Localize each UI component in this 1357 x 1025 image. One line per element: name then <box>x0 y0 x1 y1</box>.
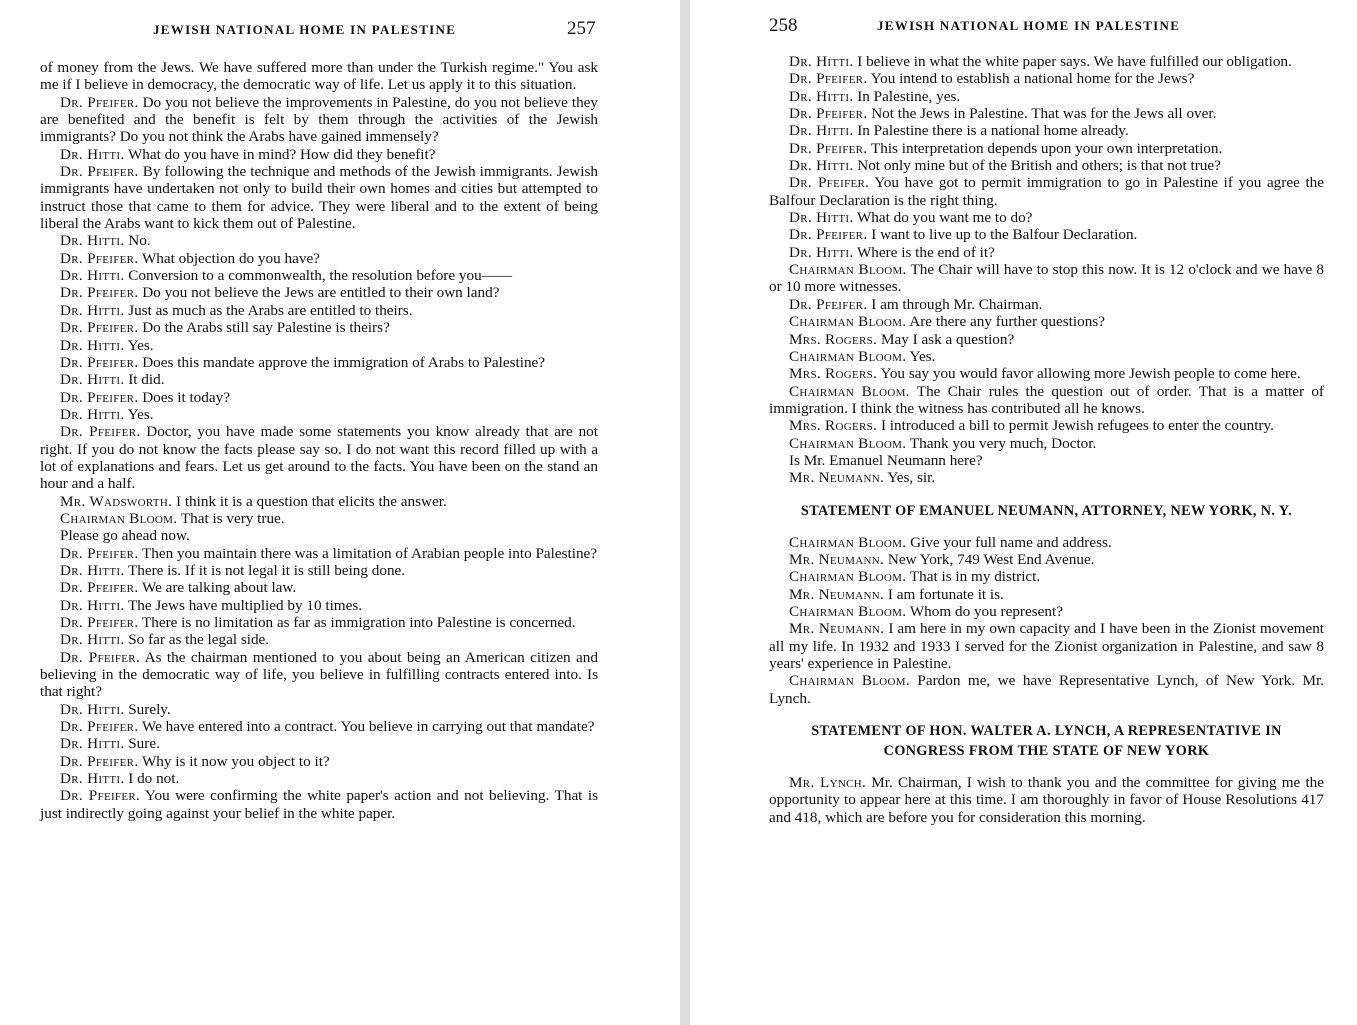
speaker-name: Dr. Pfeifer. <box>60 787 141 805</box>
speaker-name: Dr. Pfeifer. <box>60 249 139 267</box>
speaker-name: Dr. Hitti. <box>60 336 125 354</box>
testimony-paragraph <box>769 469 1324 486</box>
speaker-name: Dr. Pfeifer. <box>60 544 139 562</box>
speech-text: We are talking about law. <box>141 579 297 597</box>
speaker-name: Dr. Pfeifer. <box>60 579 139 597</box>
testimony-paragraph <box>769 296 1324 313</box>
speaker-name: Dr. Hitti. <box>60 267 125 285</box>
speaker-name: Dr. Hitti. <box>60 700 125 718</box>
testimony-paragraph <box>40 163 598 232</box>
speaker-name: Dr. Hitti. <box>789 87 854 105</box>
testimony-paragraph <box>40 146 598 163</box>
speech-text: Do the Arabs still say Palestine is theirs? <box>142 319 390 337</box>
testimony-paragraph <box>769 365 1324 382</box>
speaker-name: Mr. Neumann. <box>789 469 885 487</box>
speech-text: By following the technique and methods of the Jewish immigrants. Jewish immigrants have undertaken not only to build their own homes and cities but attempted to instruct those that came to them for advice. They were liberal and to the extent of being liberal the Arabs want to kick them out of Palestine. <box>40 163 599 233</box>
running-header-title: JEWISH NATIONAL HOME IN PALESTINE <box>877 18 1181 33</box>
speech-text: I want to live up to the Balfour Declaration. <box>871 226 1138 244</box>
testimony-paragraph <box>769 586 1324 603</box>
speaker-name: Chairman Bloom. <box>789 602 907 620</box>
speech-text: The Jews have multiplied by 10 times. <box>127 596 363 614</box>
speech-text: Why is it now you object to it? <box>141 752 330 770</box>
speech-text: Where is the end of it? <box>856 243 995 261</box>
left-page-body <box>40 59 598 822</box>
testimony-paragraph <box>769 452 1324 469</box>
speech-text: Please go ahead now. <box>60 527 190 545</box>
speech-text: Not only mine but of the British and others; is that not true? <box>857 157 1221 175</box>
speaker-name: Dr. Pfeifer. <box>789 174 870 192</box>
testimony-paragraph <box>769 174 1324 209</box>
speech-text: There is no limitation as far as immigration into Palestine is concerned. <box>141 614 576 631</box>
testimony-paragraph <box>769 140 1324 157</box>
testimony-paragraph <box>769 568 1324 585</box>
testimony-paragraph <box>40 284 598 301</box>
testimony-paragraph <box>769 88 1324 105</box>
testimony-paragraph <box>40 354 598 371</box>
speech-text: What do you want me to do? <box>856 209 1033 227</box>
speaker-name: Dr. Pfeifer. <box>60 718 139 736</box>
speaker-name: Dr. Pfeifer. <box>789 105 868 123</box>
speaker-name: Dr. Hitti. <box>789 53 854 70</box>
speaker-name: Dr. Hitti. <box>60 735 125 753</box>
testimony-paragraph <box>769 603 1324 620</box>
speech-text: of money from the Jews. We have suffered more than under the Turkish regime." You ask me if I believe in democracy, the democratic way of life. Let us apply it to this situation. <box>40 59 598 94</box>
speaker-name: Dr. Hitti. <box>789 157 854 175</box>
testimony-paragraph <box>40 735 598 752</box>
testimony-paragraph <box>40 701 598 718</box>
testimony-paragraph <box>40 545 598 562</box>
page-gutter <box>680 0 690 1025</box>
testimony-paragraph <box>769 551 1324 568</box>
speech-text: Just as much as the Arabs are entitled to theirs. <box>128 301 413 319</box>
speaker-name: Dr. Hitti. <box>60 145 125 163</box>
speech-text: What objection do you have? <box>141 249 320 267</box>
speaker-name: Dr. Pfeifer. <box>60 353 139 371</box>
speech-text: Then you maintain there was a limitation of Arabian people into Palestine? <box>141 544 598 562</box>
speech-text: Does it today? <box>142 388 230 406</box>
testimony-paragraph <box>769 226 1324 243</box>
speaker-name: Dr. Pfeifer. <box>60 614 139 631</box>
testimony-paragraph <box>769 774 1324 826</box>
speaker-name: Dr. Pfeifer. <box>60 648 141 666</box>
speaker-name: Chairman Bloom. <box>789 261 907 279</box>
testimony-paragraph <box>40 579 598 596</box>
speech-text: Sure. <box>128 735 160 753</box>
speech-text: In Palestine there is a national home already. <box>857 122 1129 140</box>
testimony-paragraph <box>40 423 598 492</box>
speech-text: That is very true. <box>180 509 285 527</box>
testimony-paragraph <box>40 718 598 735</box>
speaker-name: Dr. Hitti. <box>60 405 125 423</box>
speech-text: Yes. <box>127 405 154 423</box>
testimony-paragraph <box>769 209 1324 226</box>
speaker-name: Dr. Pfeifer. <box>60 752 139 770</box>
testimony-paragraph <box>769 122 1324 139</box>
speaker-name: Chairman Bloom. <box>60 509 178 527</box>
speech-text: Are there any further questions? <box>909 313 1105 331</box>
testimony-paragraph <box>769 244 1324 261</box>
speaker-name: Chairman Bloom. <box>789 568 907 586</box>
speaker-name: Chairman Bloom. <box>789 382 910 400</box>
statement-heading-lynch: STATEMENT OF HON. WALTER A. LYNCH, A REPRESENTATIVE IN CONGRESS FROM THE STATE OF NEW YORK <box>811 723 1282 760</box>
speaker-name: Dr. Pfeifer. <box>789 226 868 244</box>
speech-text: I am fortunate it is. <box>887 585 1004 603</box>
testimony-paragraph <box>40 753 598 770</box>
right-page-body <box>769 53 1324 826</box>
speech-text: Yes. <box>127 336 154 354</box>
speech-text: I am here in my own capacity and I have been in the Zionist movement all my life. In 1932 and 1933 I served for the Zionist organization in Palestine, and saw 8 years' experience in Palestine. <box>769 620 1325 672</box>
speech-text: You say you would favor allowing more Jewish people to come here. <box>880 365 1301 383</box>
testimony-paragraph <box>769 105 1324 122</box>
left-page-header <box>0 18 680 42</box>
speech-text: As the chairman mentioned to you about being an American citizen and believing in the democratic way of life, you believe in fulfilling contracts entered into. Is that right? <box>40 648 598 701</box>
speech-text: No. <box>128 232 151 250</box>
speech-text: What do you have in mind? How did they benefit? <box>127 145 436 163</box>
testimony-paragraph <box>40 493 598 510</box>
testimony-paragraph <box>40 302 598 319</box>
speech-text: Mr. Chairman, I wish to thank you and the committee for giving me the opportunity to appear here at this time. I am thoroughly in favor of House Resolutions 417 and 418, which are before you for consideration this morning. <box>769 774 1325 826</box>
speaker-name: Chairman Bloom. <box>789 313 907 331</box>
right-page-header <box>690 15 1357 42</box>
speech-text: Pardon me, we have Representative Lynch, of New York. Mr. Lynch. <box>769 672 1324 707</box>
statement-heading-neumann: STATEMENT OF EMANUEL NEUMANN, ATTORNEY, NEW YORK, N. Y. <box>800 502 1293 519</box>
testimony-paragraph <box>40 371 598 388</box>
speech-text: I think it is a question that elicits the answer. <box>175 492 447 510</box>
speaker-name: Dr. Hitti. <box>60 301 125 319</box>
speech-text: Yes, sir. <box>887 469 936 487</box>
testimony-paragraph <box>769 53 1324 70</box>
testimony-paragraph <box>40 510 598 527</box>
speaker-name: Chairman Bloom. <box>789 434 907 452</box>
speaker-name: Mrs. Rogers. <box>789 365 878 383</box>
speaker-name: Dr. Hitti. <box>60 561 125 579</box>
speech-text: New York, 749 West End Avenue. <box>887 550 1095 568</box>
speech-text: This interpretation depends upon your own interpretation. <box>870 139 1223 157</box>
speech-text: Whom do you represent? <box>909 602 1063 620</box>
testimony-paragraph <box>40 389 598 406</box>
speech-text: Doctor, you have made some statements you know already that are not right. If you do not know the facts please say so. I do not want this record filled up with a lot of explanations and fears. Let us get around to the facts. You have been on the stand an hour and a half. <box>40 423 598 493</box>
testimony-paragraph <box>769 157 1324 174</box>
speaker-name: Dr. Pfeifer. <box>789 295 868 313</box>
speaker-name: Mrs. Rogers. <box>789 330 878 348</box>
testimony-paragraph <box>40 267 598 284</box>
speech-text: I believe in what the white paper says. We have fulfilled our obligation. <box>857 53 1292 70</box>
speech-text: So far as the legal side. <box>128 631 270 649</box>
speaker-name: Dr. Pfeifer. <box>60 388 139 406</box>
testimony-paragraph <box>769 672 1324 707</box>
speech-text: I introduced a bill to permit Jewish refugees to enter the country. <box>880 417 1274 435</box>
speech-text: That is in my district. <box>909 568 1041 586</box>
speech-text: Thank you very much, Doctor. <box>909 434 1097 452</box>
speech-text: You have got to permit immigration to go in Palestine if you agree the Balfour Declaration is the right thing. <box>769 174 1325 209</box>
testimony-paragraph <box>40 649 598 701</box>
speaker-name: Dr. Pfeifer. <box>60 284 139 302</box>
testimony-paragraph <box>40 527 598 544</box>
testimony-block <box>769 774 1324 826</box>
testimony-paragraph <box>769 331 1324 348</box>
page-number: 258 <box>769 15 798 36</box>
speaker-name: Chairman Bloom. <box>789 533 907 551</box>
speech-text: Give your full name and address. <box>910 533 1112 551</box>
speaker-name: Dr. Pfeifer. <box>60 423 141 441</box>
speaker-name: Chairman Bloom. <box>789 347 907 365</box>
speech-text: Is Mr. Emanuel Neumann here? <box>789 451 983 469</box>
speech-text: The Chair will have to stop this now. It is 12 o'clock and we have 8 or 10 more witnesses. <box>769 261 1324 296</box>
speaker-name: Dr. Hitti. <box>60 770 125 788</box>
speech-text: You were confirming the white paper's action and not believing. That is just indirectly going against your belief in the white paper. <box>40 787 599 822</box>
speaker-name: Dr. Hitti. <box>789 243 854 261</box>
speaker-name: Mrs. Rogers. <box>789 417 878 435</box>
speech-text: Conversion to a commonwealth, the resolution before you—— <box>128 267 513 285</box>
testimony-paragraph <box>40 319 598 336</box>
speech-text: You intend to establish a national home for the Jews? <box>870 70 1195 88</box>
speech-text: The Chair rules the question out of order. That is a matter of immigration. I think the witness has contributed all he knows. <box>769 382 1324 417</box>
speech-text: Do you not believe the Jews are entitled to their own land? <box>142 284 500 302</box>
testimony-paragraph <box>769 348 1324 365</box>
speech-text: Not the Jews in Palestine. That was for the Jews all over. <box>871 105 1217 123</box>
speaker-name: Dr. Pfeifer. <box>60 93 139 111</box>
right-page <box>690 0 1357 1025</box>
testimony-block <box>769 534 1324 707</box>
speaker-name: Dr. Hitti. <box>60 371 125 389</box>
testimony-paragraph <box>769 383 1324 418</box>
speaker-name: Dr. Pfeifer. <box>789 139 868 157</box>
testimony-paragraph <box>40 562 598 579</box>
speaker-name: Dr. Hitti. <box>789 209 854 227</box>
page-number: 257 <box>567 18 596 39</box>
speech-text: I do not. <box>128 770 180 788</box>
testimony-paragraph <box>40 337 598 354</box>
testimony-paragraph <box>769 435 1324 452</box>
testimony-paragraph <box>769 534 1324 551</box>
running-header-title: JEWISH NATIONAL HOME IN PALESTINE <box>153 22 457 37</box>
speech-text: Surely. <box>128 700 171 718</box>
testimony-paragraph <box>40 631 598 648</box>
testimony-paragraph <box>769 313 1324 330</box>
speech-text: Do you not believe the improvements in Palestine, do you not believe they are benefited and the benefit is felt by them through the activities of the Jewish immigrants? Do you not think the Arabs have gained immensely? <box>40 93 598 146</box>
testimony-paragraph <box>40 232 598 249</box>
speaker-name: Chairman Bloom. <box>789 672 910 690</box>
testimony-paragraph <box>40 250 598 267</box>
testimony-paragraph <box>769 620 1324 672</box>
speaker-name: Dr. Hitti. <box>789 122 854 140</box>
speech-text: It did. <box>128 371 165 389</box>
testimony-paragraph <box>769 261 1324 296</box>
testimony-paragraph <box>769 417 1324 434</box>
speech-text: May I ask a question? <box>880 330 1015 348</box>
speaker-name: Dr. Pfeifer. <box>60 319 139 337</box>
testimony-paragraph <box>40 614 598 631</box>
speech-text: Yes. <box>909 347 936 365</box>
speaker-name: Mr. Wadsworth. <box>60 492 173 510</box>
speech-text: I am through Mr. Chairman. <box>871 295 1043 313</box>
speaker-name: Mr. Lynch. <box>789 774 867 792</box>
speaker-name: Dr. Hitti. <box>60 631 125 649</box>
speech-text: We have entered into a contract. You believe in carrying out that mandate? <box>141 718 595 736</box>
testimony-paragraph <box>40 787 598 822</box>
testimony-paragraph <box>40 770 598 787</box>
testimony-paragraph <box>769 70 1324 87</box>
speech-text: There is. If it is not legal it is still being done. <box>127 561 406 579</box>
testimony-block <box>769 53 1324 487</box>
testimony-paragraph <box>40 94 598 146</box>
speech-text: In Palestine, yes. <box>857 87 961 105</box>
testimony-paragraph <box>40 406 598 423</box>
speaker-name: Mr. Neumann. <box>789 585 885 603</box>
speaker-name: Mr. Neumann. <box>789 550 885 568</box>
speaker-name: Dr. Pfeifer. <box>789 70 868 88</box>
speaker-name: Dr. Hitti. <box>60 232 125 250</box>
testimony-paragraph <box>40 59 598 94</box>
speaker-name: Mr. Neumann. <box>789 620 885 638</box>
speech-text: Does this mandate approve the immigration of Arabs to Palestine? <box>142 353 546 371</box>
testimony-paragraph <box>40 597 598 614</box>
speaker-name: Dr. Hitti. <box>60 596 125 614</box>
speaker-name: Dr. Pfeifer. <box>60 163 139 181</box>
